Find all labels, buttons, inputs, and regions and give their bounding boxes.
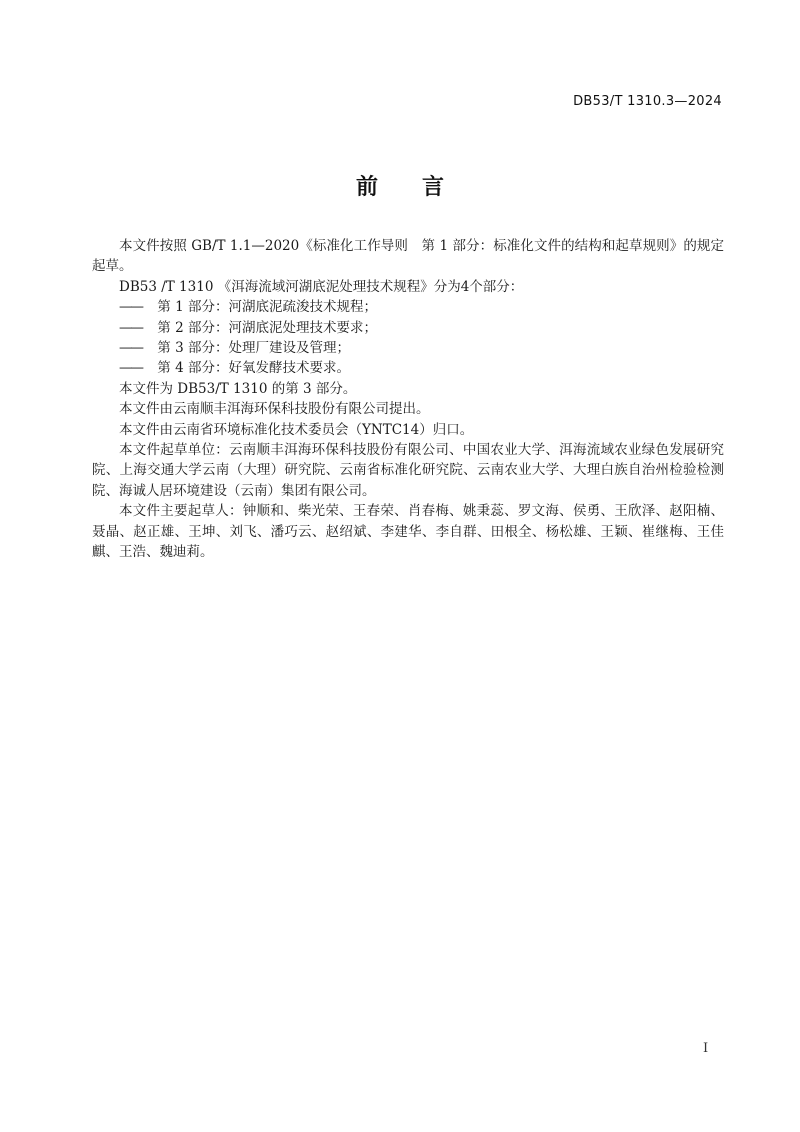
paragraph-drafting-organizations: 本文件起草单位：云南顺丰洱海环保科技股份有限公司、中国农业大学、洱海流域农业绿色发展研究院、上海交通大学云南（大理）研究院、云南省标准化研究院、云南农业大学、大理白族自治州检验检测院、海诚人居环境建设（云南）集团有限公司。: [92, 442, 724, 499]
paragraph-drafting-rules: 本文件按照 GB/T 1.1—2020《标准化工作导则 第 1 部分：标准化文件的结构和起草规则》的规定起草。: [92, 238, 724, 275]
paragraph-part-number: 本文件为 DB53/T 1310 的第 3 部分。: [119, 380, 357, 397]
list-item-part-2: [92, 318, 724, 338]
list-item-text: 第 2 部分：河湖底泥处理技术要求；: [157, 319, 377, 336]
list-item-text: 第 4 部分：好氧发酵技术要求。: [157, 360, 350, 377]
dash-marker: ——: [119, 319, 142, 336]
list-item-part-1: [92, 297, 724, 317]
paragraph-proposed-by: 本文件由云南顺丰洱海环保科技股份有限公司提出。: [119, 401, 430, 418]
list-item-text: 第 1 部分：河湖底泥疏浚技术规程；: [157, 299, 377, 316]
title-char-1: 前: [355, 175, 378, 200]
list-item-part-4: [92, 358, 724, 378]
title-char-2: 言: [422, 175, 445, 200]
list-item-text: 第 3 部分：处理厂建设及管理；: [157, 340, 350, 357]
document-code: DB53/T 1310.3—2024: [573, 94, 722, 109]
dash-marker: ——: [119, 299, 142, 316]
dash-marker: ——: [119, 340, 142, 357]
section-title-foreword: [0, 170, 800, 201]
page-number: I: [703, 1041, 709, 1056]
paragraph-responsible-committee: 本文件由云南省环境标准化技术委员会（YNTC14）归口。: [119, 421, 474, 438]
foreword-body: [92, 236, 724, 563]
paragraph-parts-intro: DB53 /T 1310 《洱海流域河湖底泥处理技术规程》分为4个部分：: [119, 278, 524, 295]
list-item-part-3: [92, 338, 724, 358]
dash-marker: ——: [119, 360, 142, 377]
paragraph-main-drafters: 本文件主要起草人：钟顺和、柴光荣、王春荣、肖春梅、姚秉蕊、罗文海、侯勇、王欣泽、赵阳楠、聂晶、赵正雄、王坤、刘飞、潘巧云、赵绍斌、李建华、李自群、田根全、杨松雄、王颖、崔继梅、王佳麒、王浩、魏迪莉。: [92, 503, 724, 561]
